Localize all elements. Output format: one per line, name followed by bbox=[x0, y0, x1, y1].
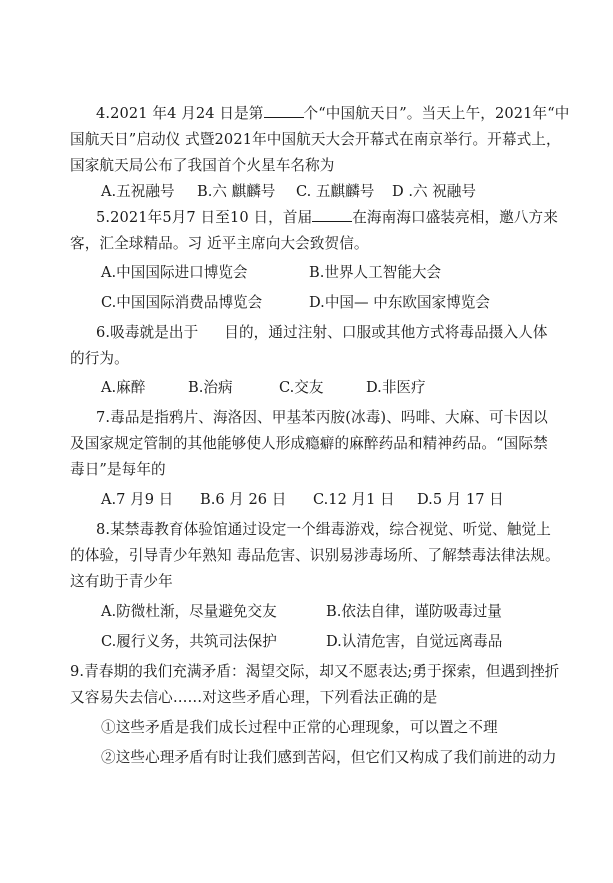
q6-line-1a: 6.吸毒就是出于 bbox=[96, 324, 199, 341]
q7-option-b: B.6 月 26 日 bbox=[200, 491, 287, 508]
q4-option-a: A.五祝融号 bbox=[101, 183, 175, 200]
q7-option-d: D.5 月 17 日 bbox=[417, 491, 504, 508]
q8-line-2: 的体验，引导青少年熟知 毒品危害、识别易涉毒场所、了解禁毒法律法规。 bbox=[70, 547, 560, 564]
q5-option-b: B.世界人工智能大会 bbox=[309, 264, 442, 281]
q9-line-2: 又容易失去信心……对这些矛盾心理，下列看法正确的是 bbox=[70, 689, 438, 706]
q8-option-d: D.认清危害，自觉远离毒品 bbox=[326, 633, 503, 650]
q5-line-1b: 在海南海口盛装亮相，邀八方来 bbox=[352, 209, 558, 226]
q7-line-1: 7.毒品是指鸦片、海洛因、甲基苯丙胺(冰毒)、吗啡、大麻、可卡因以 bbox=[96, 409, 548, 426]
q5-line-1a: 5.2021年5月7 日至10 日，首届 bbox=[96, 209, 313, 226]
q9-item-1: ①这些矛盾是我们成长过程中正常的心理现象，可以置之不理 bbox=[101, 719, 498, 736]
q7-line-3: 毒日”是每年的 bbox=[70, 461, 166, 478]
q8-option-a: A.防微杜渐，尽量避免交友 bbox=[101, 603, 277, 620]
q9-line-1: 9.青春期的我们充满矛盾：渴望交际，却又不愿表达;勇于探索，但遇到挫折 bbox=[70, 663, 560, 680]
q5-option-d: D.中国— 中东欧国家博览会 bbox=[309, 294, 490, 311]
q8-line-3: 这有助于青少年 bbox=[70, 573, 173, 590]
q6-option-c: C.交友 bbox=[279, 379, 324, 396]
q5-option-a: A.中国国际进口博览会 bbox=[101, 264, 248, 281]
q4-line-2: 国航天日”启动仪 式暨2021年中国航天大会开幕式在南京举行。开幕式上， bbox=[70, 131, 561, 148]
q5-line-2: 客，汇全球精品。习 近平主席向大会致贺信。 bbox=[70, 235, 369, 252]
q4-option-c: C. 五麒麟号 bbox=[296, 183, 375, 200]
q7-line-2: 及国家规定管制的其他能够使人形成瘾癖的麻醉药品和精神药品。“国际禁 bbox=[70, 435, 548, 452]
q6-option-b: B.治病 bbox=[188, 379, 233, 396]
q6-line-1 bbox=[96, 323, 548, 343]
q7-option-c: C.12 月1 日 bbox=[313, 491, 395, 508]
q6-line-2: 的行为。 bbox=[70, 350, 129, 367]
q9-item-2: ②这些心理矛盾有时让我们感到苦闷，但它们又构成了我们前进的动力 bbox=[101, 749, 557, 766]
q5-line-1 bbox=[96, 208, 558, 228]
q4-line-1b: 个“中国航天日”。当天上午，2021年“中 bbox=[303, 105, 570, 122]
q5-option-c: C.中国国际消费品博览会 bbox=[101, 294, 263, 311]
q6-option-d: D.非医疗 bbox=[366, 379, 426, 396]
q4-option-b: B.六 麒麟号 bbox=[197, 183, 276, 200]
q6-line-1b: 目的，通过注射、口服或其他方式将毒品摄入人体 bbox=[224, 324, 548, 341]
q8-line-1: 8.某禁毒教育体验馆通过设定一个缉毒游戏，综合视觉、听觉、触觉上 bbox=[96, 521, 551, 538]
q4-line-3: 国家航天局公布了我国首个火星车名称为 bbox=[70, 157, 335, 174]
q5-answer-blank bbox=[312, 209, 352, 222]
q4-line-1a: 4.2021 年4 月24 日是第 bbox=[96, 105, 264, 122]
q4-line-1 bbox=[96, 104, 569, 124]
q4-option-d: D .六 祝融号 bbox=[392, 183, 476, 200]
q7-option-a: A.7 月9 日 bbox=[101, 491, 174, 508]
q8-option-b: B.依法自律，谨防吸毒过量 bbox=[326, 603, 502, 620]
q6-option-a: A.麻醉 bbox=[101, 379, 146, 396]
q4-answer-blank bbox=[264, 105, 304, 118]
q8-option-c: C.履行义务，共筑司法保护 bbox=[101, 633, 277, 650]
